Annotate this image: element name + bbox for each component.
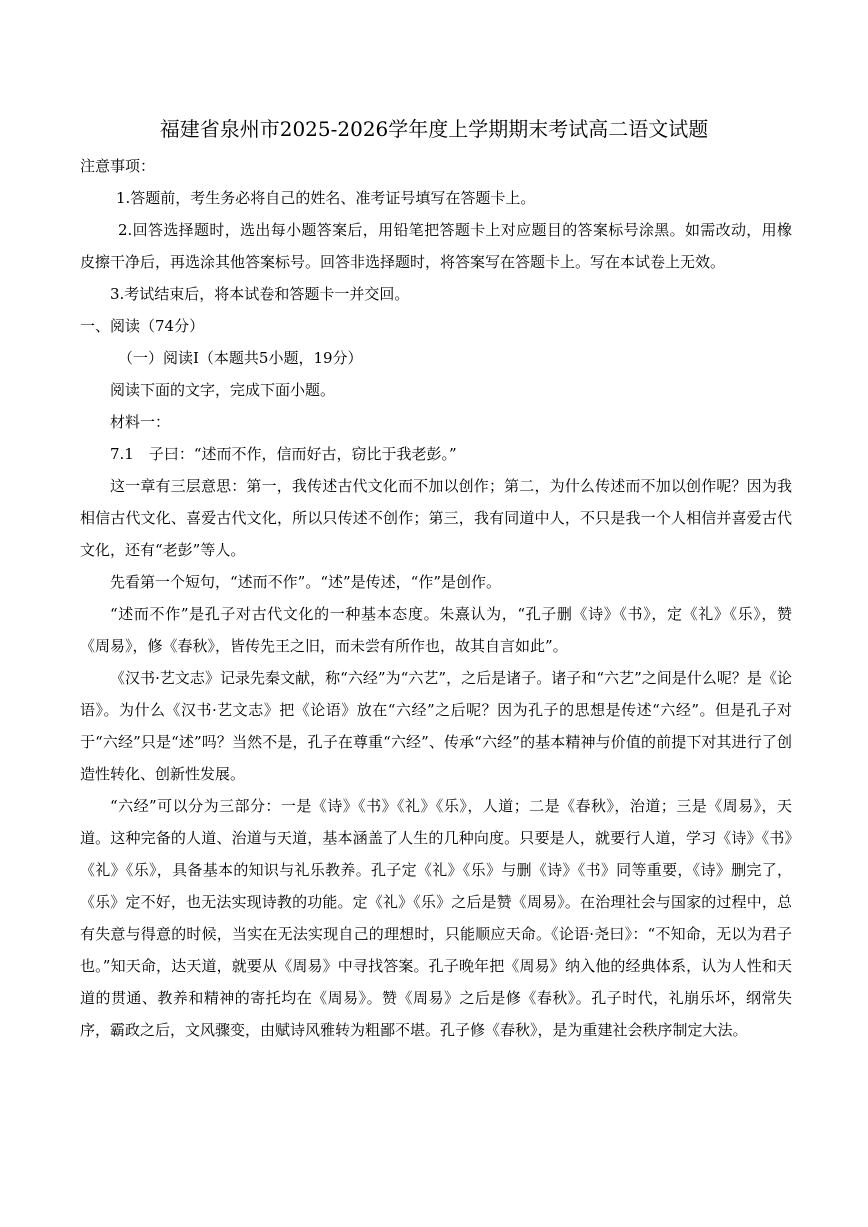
paragraph-4: 《汉书·艺文志》记录先秦文献，称“六经”为“六艺”，之后是诸子。诸子和“六艺”之间是什么呢？是《论语》。为什么《汉书·艺文志》把《论语》放在“六经”之后呢？因为孔子的思想是传述“六经”。但是孔子对于“六经”只是“述”吗？当然不是，孔子在尊重“六经”、传承“六经”的基本精神与价值的前提下对其进行了创造性转化、创新性发展。 xyxy=(80,669,792,783)
paragraph-2: 先看第一个短句，“述而不作”。“述”是传述，“作”是创作。 xyxy=(110,573,502,591)
notice-item-3: 3.考试结束后，将本试卷和答题卡一并交回。 xyxy=(110,285,410,303)
paragraph-3: “述而不作”是孔子对古代文化的一种基本态度。朱熹认为，“孔子删《诗》《书》，定《礼》《乐》，赞《周易》，修《春秋》，皆传先王之旧，而未尝有所作也，故其自言如此”。 xyxy=(80,605,792,655)
material-label: 材料一： xyxy=(110,413,171,431)
analects-quote: 7.1 子曰：“述而不作，信而好古，窃比于我老彭。” xyxy=(110,445,457,463)
section-heading: 一、阅读（74分） xyxy=(80,317,205,335)
paragraph-1: 这一章有三层意思：第一，我传述古代文化而不加以创作；第二，为什么传述而不加以创作呢？因为我相信古代文化、喜爱古代文化，所以只传述不创作；第三，我有同道中人，不只是我一个人相信并喜爱古代文化，还有“老彭”等人。 xyxy=(80,477,792,559)
reading-instruction: 阅读下面的文字，完成下面小题。 xyxy=(110,381,336,399)
notice-item-2: 2.回答选择题时，选出每小题答案后，用铅笔把答题卡上对应题目的答案标号涂黑。如需改动，用橡皮擦干净后，再选涂其他答案标号。回答非选择题时，将答案写在答题卡上。写在本试卷上无效。 xyxy=(80,221,792,271)
section-sub-heading: （一）阅读Ⅰ（本题共5小题，19分） xyxy=(118,349,363,367)
notice-item-1: 1.答题前，考生务必将自己的姓名、准考证号填写在答题卡上。 xyxy=(116,189,536,207)
paragraph-5: “六经”可以分为三部分：一是《诗》《书》《礼》《乐》，人道；二是《春秋》，治道；三是《周易》，天道。这种完备的人道、治道与天道，基本涵盖了人生的几种向度。只要是人，就要行人道，学习《诗》《书》《礼》《乐》，具备基本的知识与礼乐教养。孔子定《礼》《乐》与删《诗》《书》同等重要，《诗》删完了，《乐》定不好，也无法实现诗教的功能。定《礼》《乐》之后是赞《周易》。在治理社会与国家的过程中，总有失意与得意的时候，当实在无法实现自己的理想时，只能顺应天命。《论语·尧曰》：“不知命，无以为君子也。”知天命，达天道，就要从《周易》中寻找答案。孔子晚年把《周易》纳入他的经典体系，认为人性和天道的贯通、教养和精神的寄托均在《周易》。赞《周易》之后是修《春秋》。孔子时代，礼崩乐坏，纲常失序，霸政之后，文风骤变，由赋诗风雅转为粗鄙不堪。孔子修《春秋》，是为重建社会秩序制定大法。 xyxy=(80,797,792,1039)
notice-heading: 注意事项： xyxy=(80,157,156,175)
exam-body xyxy=(80,150,792,1046)
page-title: 福建省泉州市2025-2026学年度上学期期末考试高二语文试题 xyxy=(159,117,709,141)
